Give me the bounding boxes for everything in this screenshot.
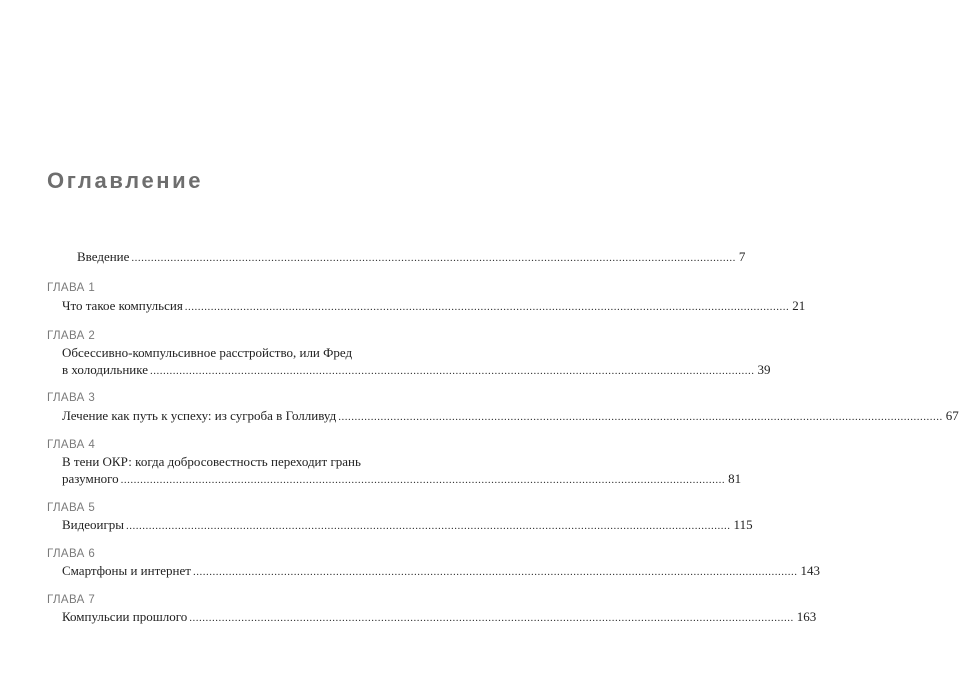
toc-entry-title: Видеоигры [62, 517, 125, 532]
toc-entry-chapter-4[interactable] [62, 471, 742, 488]
chapter-label: ГЛАВА 7 [47, 594, 96, 606]
chapter-label: ГЛАВА 5 [47, 502, 96, 514]
toc-page-number: 115 [733, 517, 753, 532]
toc-page-number: 67 [945, 408, 959, 423]
dot-leader: .......................................................................................................................................................................................... [126, 520, 731, 532]
dot-leader: .......................................................................................................................................................................................... [120, 474, 726, 486]
dot-leader: .......................................................................................................................................................................................... [189, 612, 794, 624]
toc-entry-title: Что такое компульсия [62, 298, 183, 313]
toc-entry-title-line[interactable]: Обсессивно-компульсивное расстройство, или Фред [62, 345, 353, 360]
toc-entry-title: разумного [62, 471, 119, 486]
toc-page-number: 163 [796, 609, 817, 624]
dot-leader: .......................................................................................................................................................................................... [150, 365, 755, 377]
chapter-label: ГЛАВА 3 [47, 392, 96, 404]
toc-entry-title: Компульсии прошлого [62, 609, 188, 624]
toc-entry-introduction[interactable] [77, 249, 746, 266]
toc-entry-title: Смартфоны и интернет [62, 563, 191, 578]
chapter-label: ГЛАВА 6 [47, 548, 96, 560]
chapter-label: ГЛАВА 2 [47, 330, 96, 342]
dot-leader: .......................................................................................................................................................................................... [184, 301, 790, 313]
toc-entry-title: Лечение как путь к успеху: из сугроба в Голливуд [62, 408, 337, 423]
toc-entry-chapter-5[interactable] [62, 517, 753, 534]
chapter-label: ГЛАВА 1 [47, 282, 96, 294]
toc-page-number: 39 [757, 362, 771, 377]
toc-entry-title: в холодильнике [62, 362, 148, 377]
toc-page-number: 143 [800, 563, 820, 578]
toc-entry-title: Введение [77, 249, 130, 264]
toc-entry-title-line[interactable]: В тени ОКР: когда добросовестность переходит грань [62, 454, 361, 469]
chapter-label: ГЛАВА 4 [47, 439, 96, 451]
toc-entry-chapter-7[interactable] [62, 609, 817, 626]
dot-leader: .......................................................................................................................................................................................... [338, 411, 943, 423]
toc-entry-chapter-1[interactable] [62, 298, 806, 315]
toc-page-number: 7 [738, 249, 746, 264]
toc-entry-chapter-6[interactable] [62, 563, 820, 580]
page-title: Оглавление [47, 168, 204, 193]
toc-page-number: 21 [792, 298, 806, 313]
toc-page-number: 81 [728, 471, 742, 486]
toc-entry-chapter-2[interactable] [62, 362, 771, 379]
dot-leader: .......................................................................................................................................................................................... [192, 566, 798, 578]
toc-entry-chapter-3[interactable] [62, 408, 959, 425]
dot-leader: .......................................................................................................................................................................................... [131, 252, 736, 264]
